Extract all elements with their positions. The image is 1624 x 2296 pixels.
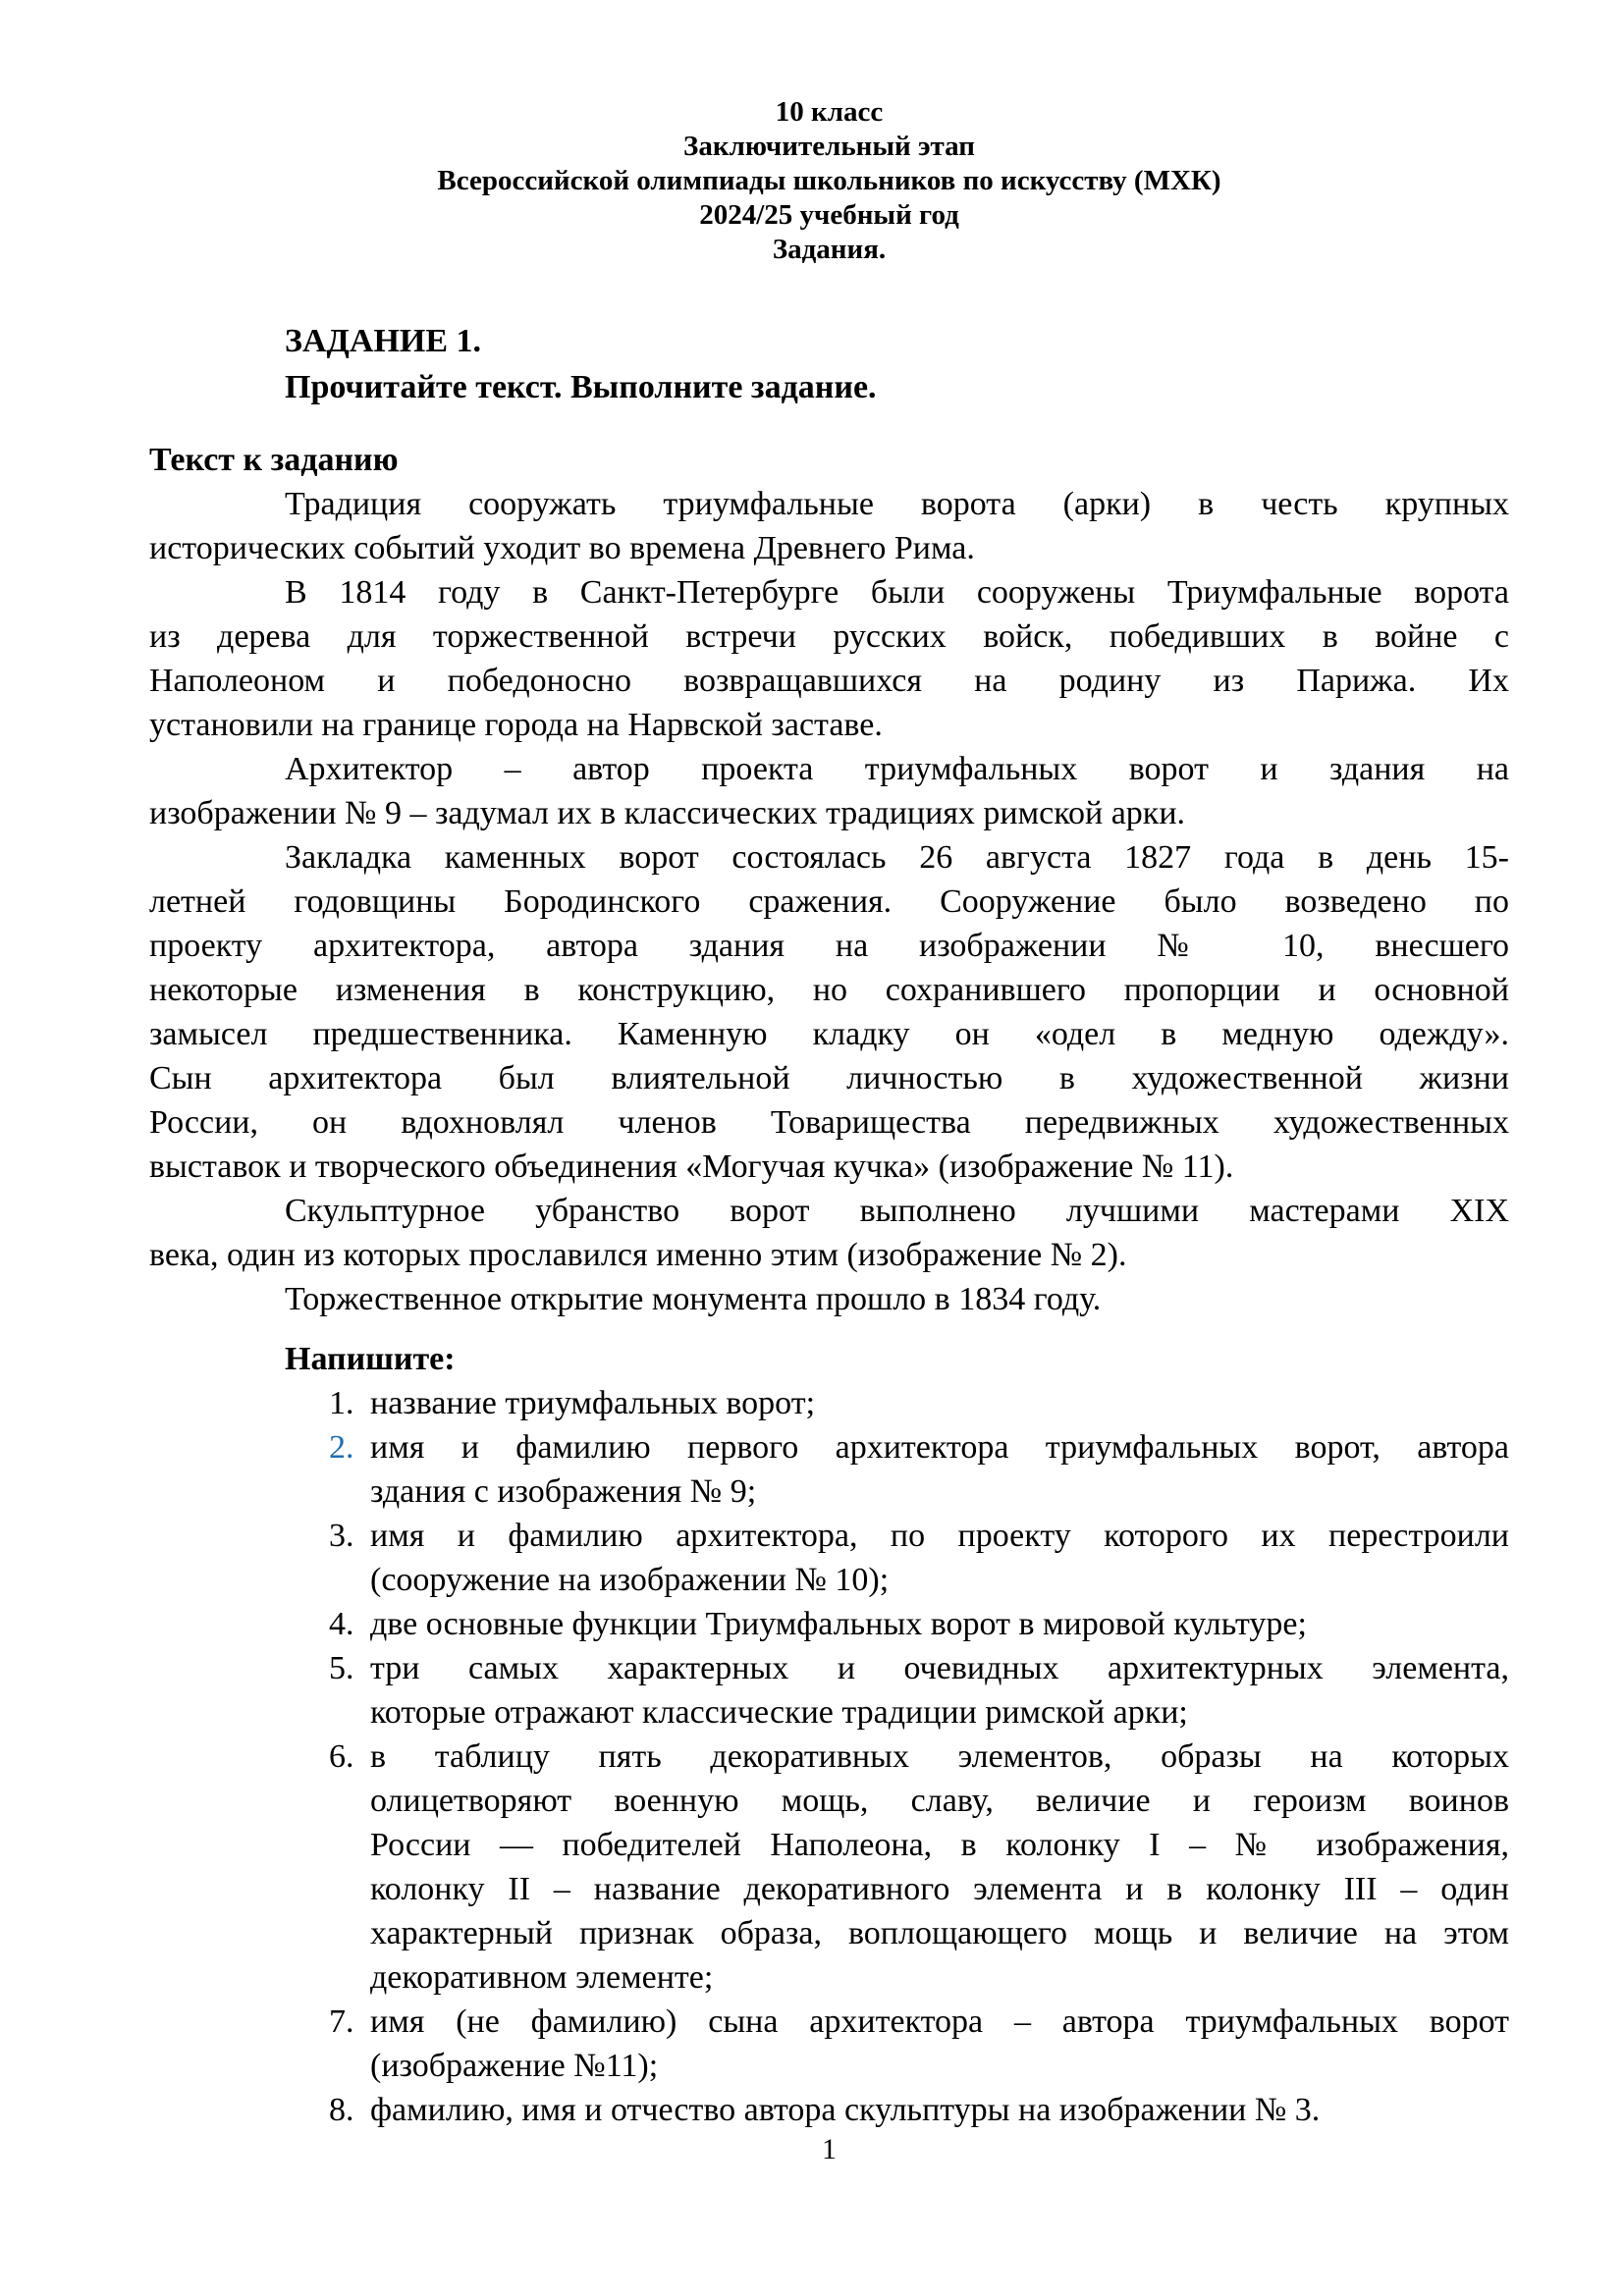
list-item-number: 3. [329,1518,354,1554]
write-instruction-label: Напишите: [285,1341,456,1377]
paragraph [149,1277,1509,1321]
paragraph-line: замысел предшественника. Каменную кладку он «одел в медную одежду». [149,1016,1509,1052]
paragraph-line: проекту архитектора, автора здания на изображении № 10, внесшего [149,928,1509,964]
paragraph-line: России, он вдохновлял членов Товарищества передвижных художественных [149,1104,1509,1141]
list-item-number: 6. [329,1738,354,1775]
list-item-line: (изображение №11); [370,2048,659,2084]
paragraph-line: летней годовщины Бородинского сражения. Сооружение было возведено по [149,883,1509,920]
list-item-line: колонку II – название декоративного элемента и в колонку III – один [370,1871,1509,1907]
task-heading [285,318,1509,410]
task-heading-line: Прочитайте текст. Выполните задание. [285,369,877,405]
list-item-line: России — победителей Наполеона, в колонку I – № изображения, [370,1827,1509,1863]
list-item-number: 8. [329,2092,354,2128]
paragraph-line: В 1814 году в Санкт-Петербурге были сооружены Триумфальные ворота [285,574,1509,611]
list-item-line: имя и фамилию архитектора, по проекту которого их перестроили [370,1518,1509,1554]
paragraph [149,747,1509,835]
paragraph-line: Наполеоном и победоносно возвращавшихся на родину из Парижа. Их [149,663,1509,699]
header-line: Задания. [772,234,887,265]
list-item-line: фамилию, имя и отчество автора скульптуры на изображении № 3. [370,2092,1321,2128]
list-item-line: олицетворяют военную мощь, славу, величие и героизм воинов [370,1783,1509,1819]
list-item [149,1425,1509,1514]
list-item-line: которые отражают классические традиции римской арки; [370,1694,1188,1731]
page-number: 1 [822,2133,837,2165]
list-item-line: здания с изображения № 9; [370,1473,757,1510]
paragraph-line: Архитектор – автор проекта триумфальных ворот и здания на [285,751,1509,787]
task-requirements-list [149,1381,1509,2132]
list-item [149,1735,1509,2000]
list-item [149,1381,1509,1425]
list-item-line: (сооружение на изображении № 10); [370,1562,890,1598]
paragraph-line: выставок и творческого объединения «Могучая кучка» (изображение № 11). [149,1148,1234,1185]
paragraph [149,1189,1509,1277]
list-item-number: 4. [329,1606,354,1642]
list-item [149,1602,1509,1646]
paragraph-line: Закладка каменных ворот состоялась 26 августа 1827 года в день 15- [285,839,1509,876]
paragraph-line: Торжественное открытие монумента прошло в 1834 году. [285,1281,1102,1317]
header-line: Всероссийской олимпиады школьников по искусству (МХК) [437,165,1221,196]
paragraph-line: Скульптурное убранство ворот выполнено лучшими мастерами XIX [285,1193,1509,1229]
text-to-task-label: Текст к заданию [149,442,399,478]
list-item-line: имя и фамилию первого архитектора триумфальных ворот, автора [370,1429,1509,1466]
paragraph-line: исторических событий уходит во времена Древнего Рима. [149,530,975,566]
list-item-line: название триумфальных ворот; [370,1385,816,1421]
list-item [149,2000,1509,2088]
paragraph-line: изображении № 9 – задумал их в классических традициях римской арки. [149,795,1186,831]
list-item-number: 5. [329,1650,354,1686]
list-item-number: 1. [329,1385,354,1421]
document-content [149,0,1509,2167]
paragraph-line: века, один из которых прославился именно этим (изображение № 2). [149,1237,1127,1273]
list-item-line: характерный признак образа, воплощающего мощь и величие на этом [370,1915,1509,1951]
list-item-number: 2. [329,1429,354,1466]
paragraph [149,835,1509,1189]
paragraph-line: установили на границе города на Нарвской заставе. [149,707,883,743]
header-line: 2024/25 учебный год [699,199,959,231]
paragraph-line: Сын архитектора был влиятельной личностью в художественной жизни [149,1060,1509,1096]
list-item-line: две основные функции Триумфальных ворот в мировой культуре; [370,1606,1307,1642]
paragraph [149,570,1509,747]
list-item-line: три самых характерных и очевидных архитектурных элемента, [370,1650,1509,1686]
paragraph [149,482,1509,570]
task-text-paragraphs [149,482,1509,1321]
list-item [149,1514,1509,1602]
header-line: 10 класс [775,96,884,128]
paragraph-line: из дерева для торжественной встречи русских войск, победивших в войне с [149,618,1509,655]
list-item [149,1646,1509,1735]
list-item-line: имя (не фамилию) сына архитектора – автора триумфальных ворот [370,2003,1509,2040]
paragraph-line: некоторые изменения в конструкцию, но сохранившего пропорции и основной [149,972,1509,1008]
task-heading-line: ЗАДАНИЕ 1. [285,323,482,359]
list-item-line: декоративном элементе; [370,1959,714,1996]
list-item-line: в таблицу пять декоративных элементов, образы на которых [370,1738,1509,1775]
list-item-number: 7. [329,2003,354,2040]
document-header [149,0,1509,267]
header-line: Заключительный этап [683,131,975,162]
list-item [149,2088,1509,2132]
paragraph-line: Традиция сооружать триумфальные ворота (арки) в честь крупных [285,486,1509,522]
